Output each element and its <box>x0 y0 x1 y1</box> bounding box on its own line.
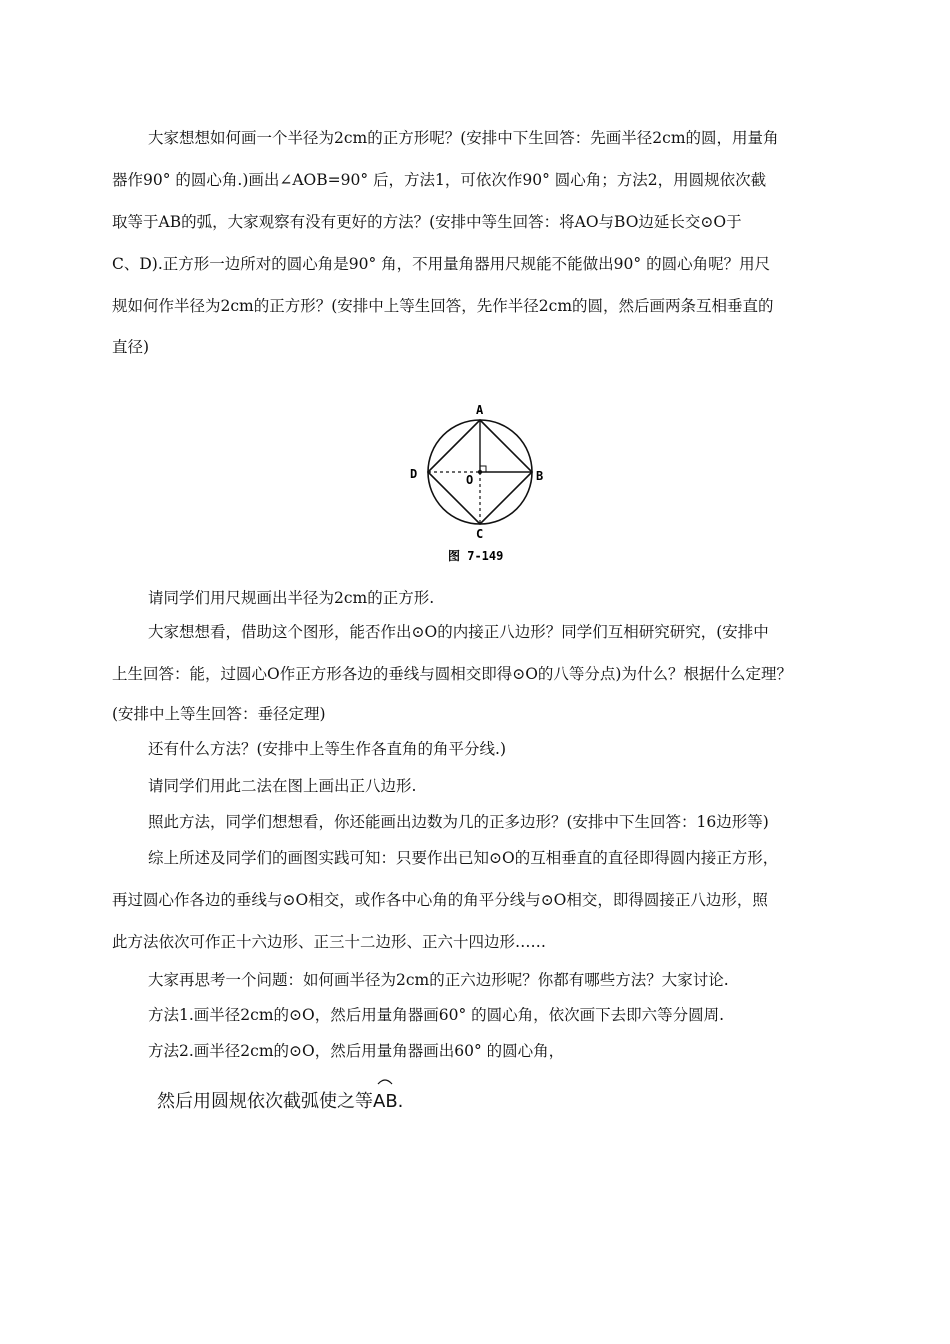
paragraph-1-line-4: C、D).正方形一边所对的圆心角是90° 角，不用量角器用尺规能不能做出90° 的圆心角呢？用尺 <box>112 255 771 273</box>
arc-ab-label: AB <box>373 1091 398 1112</box>
paragraph-1-line-2: 器作90° 的圆心角.)画出∠AOB=90° 后，方法1，可依次作90° 圆心角；方法2，用圆规依次截 <box>112 171 767 189</box>
label-b: B <box>536 469 544 483</box>
paragraph-1-line-5: 规如何作半径为2cm的正方形？(安排中上等生回答，先作半径2cm的圆，然后画两条互相垂直的 <box>112 297 774 315</box>
label-o: O <box>466 473 474 487</box>
paragraph-8: 大家再思考一个问题：如何画半径为2cm的正六边形呢？你都有哪些方法？大家讨论. <box>148 971 729 989</box>
paragraph-6: 照此方法，同学们想想看，你还能画出边数为几的正多边形？(安排中下生回答：16边形等) <box>148 813 769 831</box>
paragraph-1-line-6: 直径) <box>112 338 150 356</box>
label-a: A <box>476 403 484 417</box>
circle-square-figure <box>400 398 560 570</box>
paragraph-3-line-1: 大家想想看，借助这个图形，能否作出⊙O的内接正八边形？同学们互相研究研究，(安排中 <box>148 623 769 641</box>
paragraph-9: 方法1.画半径2cm的⊙O，然后用量角器画60° 的圆心角，依次画下去即六等分圆周. <box>148 1006 725 1024</box>
paragraph-1-line-1: 大家想想如何画一个半径为2cm的正方形呢？(安排中下生回答：先画半径2cm的圆，用量角 <box>148 129 779 147</box>
paragraph-3-line-2: 上生回答：能，过圆心O作正方形各边的垂线与圆相交即得⊙O的八等分点)为什么？根据什么定理？ <box>112 665 792 683</box>
label-c: C <box>476 527 484 541</box>
paragraph-3-line-3: (安排中上等生回答：垂径定理) <box>112 705 326 723</box>
paragraph-7-line-2: 再过圆心作各边的垂线与⊙O相交，或作各中心角的角平分线与⊙O相交，即得圆接正八边形，照 <box>112 891 768 909</box>
final-line <box>157 1090 403 1114</box>
figure-caption: 图 7-149 <box>448 549 504 563</box>
geometry-diagram <box>400 398 560 570</box>
paragraph-4: 还有什么方法？(安排中上等生作各直角的角平分线.) <box>148 740 507 758</box>
paragraph-2: 请同学们用尺规画出半径为2cm的正方形. <box>148 589 435 607</box>
paragraph-7-line-3: 此方法依次可作正十六边形、正三十二边形、正六十四边形…… <box>112 933 547 951</box>
final-line-text: 然后用圆规依次截弧使之等 <box>157 1091 373 1112</box>
center-point <box>478 470 482 474</box>
label-d: D <box>410 467 418 481</box>
arc-symbol-icon <box>377 1077 393 1085</box>
paragraph-7-line-1: 综上所述及同学们的画图实践可知：只要作出已知⊙O的互相垂直的直径即得圆内接正方形， <box>148 849 779 867</box>
arc-ab <box>373 1090 398 1114</box>
paragraph-1-line-3: 取等于AB的弧，大家观察有没有更好的方法？(安排中等生回答：将AO与BO边延长交⊙O于 <box>112 213 742 231</box>
paragraph-10: 方法2.画半径2cm的⊙O，然后用量角器画出60° 的圆心角， <box>148 1042 565 1060</box>
paragraph-5: 请同学们用此二法在图上画出正八边形. <box>148 777 417 795</box>
final-period: . <box>397 1091 404 1112</box>
